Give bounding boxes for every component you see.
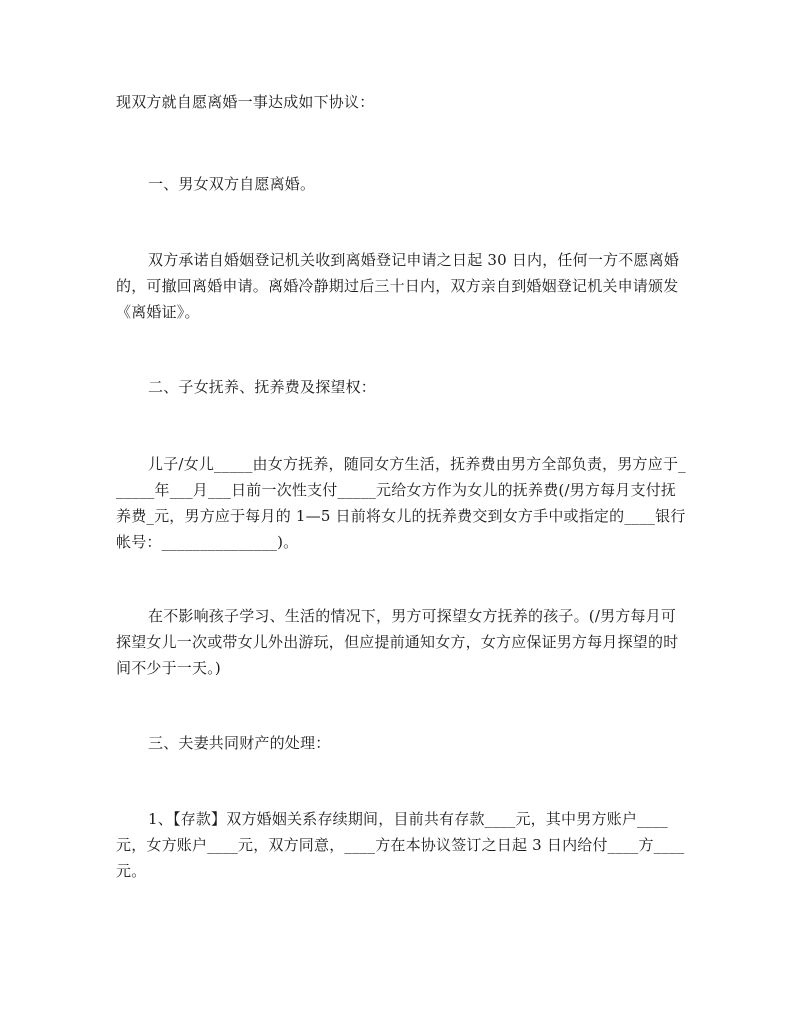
section-3-item-1-deposits: 1、【存款】双方婚姻关系存续期间，目前共有存款____元，其中男方账户____元，女方账户____元，双方同意，____方在本协议签订之日起 3 日内给付____方____元。 xyxy=(116,810,685,880)
section-1-body: 双方承诺自婚姻登记机关收到离婚登记申请之日起 30 日内，任何一方不愿离婚的，可撤回离婚申请。离婚冷静期过后三十日内，双方亲自到婚姻登记机关申请颁发《离婚证》。 xyxy=(116,251,680,321)
section-2-visitation-paragraph: 在不影响孩子学习、生活的情况下，男方可探望女方抚养的孩子。(/男方每月可探望女儿一次或带女儿外出游玩，但应提前通知女方，女方应保证男方每月探望的时间不少于一天。) xyxy=(116,607,679,677)
section-1-heading: 一、男女双方自愿离婚。 xyxy=(148,175,316,193)
section-2-heading: 二、子女抚养、抚养费及探望权： xyxy=(148,378,377,396)
section-2-custody-paragraph: 儿子/女儿_____由女方抚养，随同女方生活，抚养费由男方全部负责，男方应于______年___月___日前一次性支付_____元给女方作为女儿的抚养费(/男方每月支付抚养费_元，男方应于每月的 1—5 日前将女儿的抚养费交到女方手中或指定的____银行帐号：_______________)。 xyxy=(116,455,686,551)
section-3-heading: 三、夫妻共同财产的处理： xyxy=(148,734,331,752)
agreement-intro: 现双方就自愿离婚一事达成如下协议： xyxy=(116,93,375,111)
